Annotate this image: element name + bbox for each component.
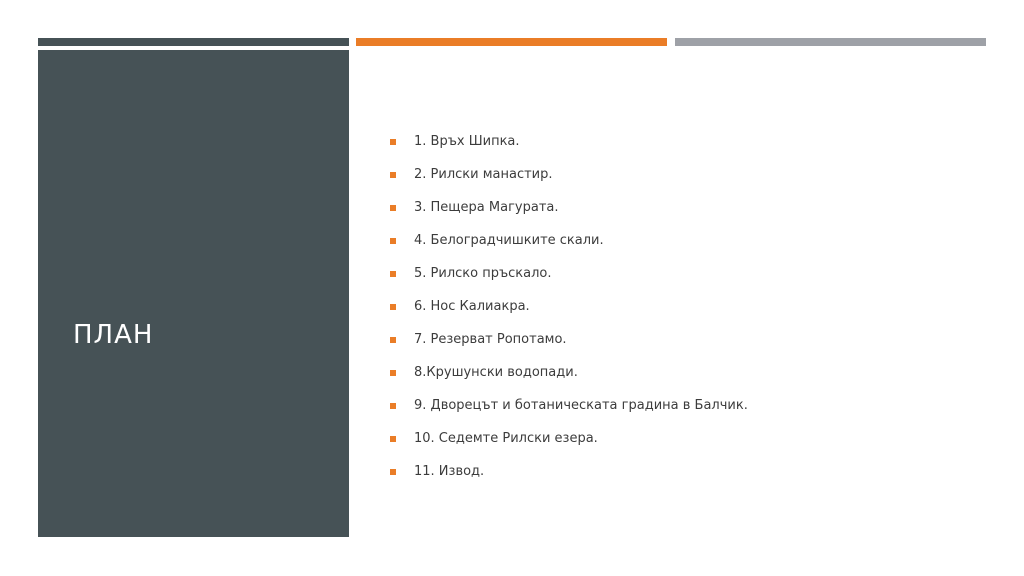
list-item xyxy=(390,197,990,230)
list-item-text: 6. Нос Калиакра. xyxy=(414,299,530,314)
list-item-text: 9. Дворецът и ботаническата градина в Балчик. xyxy=(414,398,748,413)
square-bullet-icon xyxy=(390,436,396,442)
accent-bar-dark xyxy=(38,38,349,46)
list-item-text: 10. Седемте Рилски езера. xyxy=(414,431,598,446)
list-item xyxy=(390,395,990,428)
list-item xyxy=(390,362,990,395)
bullet-list xyxy=(390,131,990,494)
square-bullet-icon xyxy=(390,271,396,277)
square-bullet-icon xyxy=(390,337,396,343)
accent-bar-gray xyxy=(675,38,986,46)
accent-bar-orange xyxy=(356,38,667,46)
square-bullet-icon xyxy=(390,238,396,244)
list-item-text: 3. Пещера Магурата. xyxy=(414,200,559,215)
list-item xyxy=(390,296,990,329)
list-item xyxy=(390,428,990,461)
list-item-text: 7. Резерват Ропотамо. xyxy=(414,332,567,347)
square-bullet-icon xyxy=(390,304,396,310)
title-panel xyxy=(38,50,349,537)
list-item-text: 11. Извод. xyxy=(414,464,485,479)
list-item xyxy=(390,263,990,296)
list-item xyxy=(390,131,990,164)
list-item xyxy=(390,164,990,197)
square-bullet-icon xyxy=(390,403,396,409)
content-area[interactable] xyxy=(390,131,990,494)
list-item-text: 5. Рилско пръскало. xyxy=(414,266,552,281)
list-item xyxy=(390,329,990,362)
square-bullet-icon xyxy=(390,172,396,178)
list-item-text: 4. Белоградчишките скали. xyxy=(414,233,604,248)
slide-title[interactable]: ПЛАН xyxy=(73,320,154,350)
square-bullet-icon xyxy=(390,205,396,211)
square-bullet-icon xyxy=(390,469,396,475)
list-item-text: 1. Връх Шипка. xyxy=(414,134,520,149)
square-bullet-icon xyxy=(390,370,396,376)
list-item-text: 2. Рилски манастир. xyxy=(414,167,553,182)
list-item-text: 8.Крушунски водопади. xyxy=(414,365,578,380)
list-item xyxy=(390,461,990,494)
list-item xyxy=(390,230,990,263)
square-bullet-icon xyxy=(390,139,396,145)
